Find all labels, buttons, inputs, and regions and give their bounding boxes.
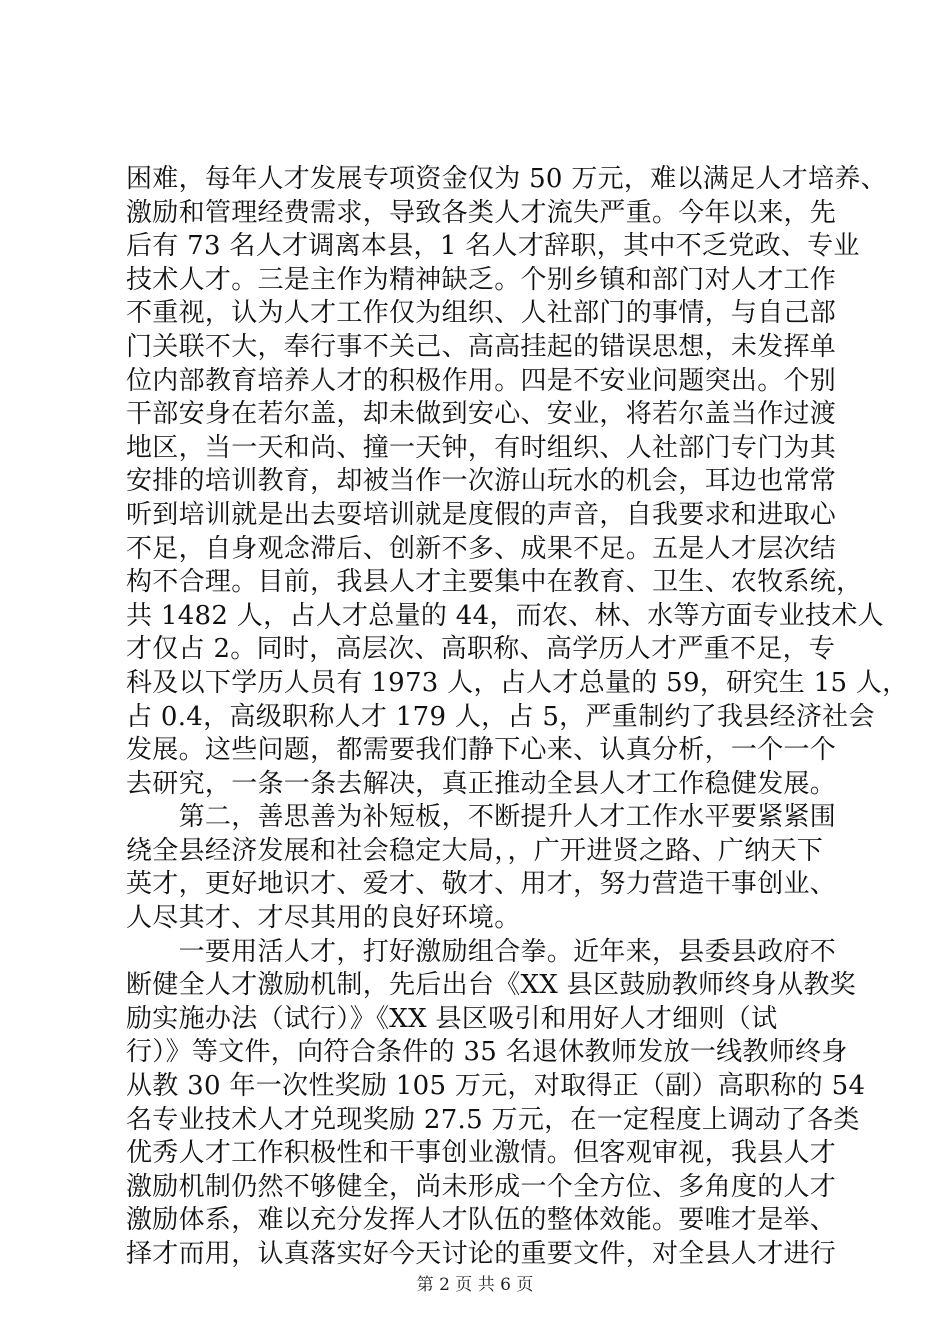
text-line: 不重视，认为人才工作仅为组织、人社部门的事情，与自己部 (126, 298, 837, 329)
text-line: 激励体系，难以充分发挥人才队伍的整体效能。要唯才是举、 (126, 1205, 837, 1236)
text-line: 安排的培训教育，却被当作一次游山玩水的机会，耳边也常常 (126, 466, 837, 497)
text-line: 构不合理。目前，我县人才主要集中在教育、卫生、农牧系统， (126, 567, 863, 598)
text-line: 干部安身在若尔盖，却未做到安心、安业，将若尔盖当作过渡 (126, 399, 837, 430)
text-line: 激励机制仍然不够健全，尚未形成一个全方位、多角度的人才 (126, 1171, 837, 1202)
text-line: 断健全人才激励机制，先后出台《XX 县区鼓励教师终身从教奖 (126, 970, 856, 1001)
text-line: 英才，更好地识才、爱才、敬才、用才，努力营造干事创业、 (126, 869, 837, 900)
text-line: 名专业技术人才兑现奖励 27.5 万元，在一定程度上调动了各类 (126, 1104, 860, 1135)
text-line: 不足，自身观念滞后、创新不多、成果不足。五是人才层次结 (126, 533, 837, 564)
text-line: 发展。这些问题，都需要我们静下心来、认真分析，一个一个 (126, 735, 837, 766)
text-line: 位内部教育培养人才的积极作用。四是不安业问题突出。个别 (126, 365, 837, 396)
text-line: 技术人才。三是主作为精神缺乏。个别乡镇和部门对人才工作 (126, 264, 837, 295)
text-line: 励实施办法（试行）》《XX 县区吸引和用好人才细则（试 (126, 1003, 778, 1034)
text-line: 听到培训就是出去耍培训就是度假的声音，自我要求和进取心 (126, 499, 837, 530)
text-line: 从教 30 年一次性奖励 105 万元，对取得正（副）高职称的 54 (126, 1071, 866, 1102)
text-line: 共 1482 人，占人才总量的 44，而农、林、水等方面专业技术人 (126, 600, 884, 631)
text-line: 后有 73 名人才调离本县，1 名人才辞职，其中不乏党政、专业 (126, 231, 860, 262)
text-line: 地区，当一天和尚、撞一天钟，有时组织、人社部门专门为其 (126, 432, 837, 463)
text-line: 激励和管理经费需求，导致各类人才流失严重。今年以来，先 (126, 197, 837, 228)
text-line: 去研究，一条一条去解决，真正推动全县人才工作稳健发展。 (126, 768, 837, 799)
text-line: 困难，每年人才发展专项资金仅为 50 万元，难以满足人才培养、 (126, 164, 887, 194)
text-line: 行）》等文件，向符合条件的 35 名退休教师发放一线教师终身 (126, 1037, 848, 1068)
text-line: 才仅占 2。同时，高层次、高职称、高学历人才严重不足，专 (126, 634, 836, 665)
text-line: 择才而用，认真落实好今天讨论的重要文件，对全县人才进行 (126, 1239, 837, 1269)
text-line: 人尽其才、才尽其用的良好环境。 (126, 903, 521, 934)
text-line: 占 0.4，高级职称人才 179 人，占 5，严重制约了我县经济社会 (126, 701, 875, 732)
paragraph-start-line: 第二，善思善为补短板，不断提升人才工作水平要紧紧围 (126, 802, 837, 833)
text-line: 优秀人才工作积极性和干事创业激情。但客观审视，我县人才 (126, 1138, 837, 1169)
paragraph-start-line: 一要用活人才，打好激励组合拳。近年来，县委县政府不 (126, 936, 837, 967)
page-number: 第 2 页 共 6 页 (416, 1275, 534, 1295)
body-text (126, 163, 909, 1272)
page-footer (0, 1270, 950, 1295)
text-line: 科及以下学历人员有 1973 人，占人才总量的 59，研究生 15 人， (126, 667, 909, 698)
text-line: 绕全县经济发展和社会稳定大局，，广开进贤之路、广纳天下 (126, 835, 824, 866)
text-line: 门关联不大，奉行事不关己、高高挂起的错误思想，未发挥单 (126, 331, 837, 362)
